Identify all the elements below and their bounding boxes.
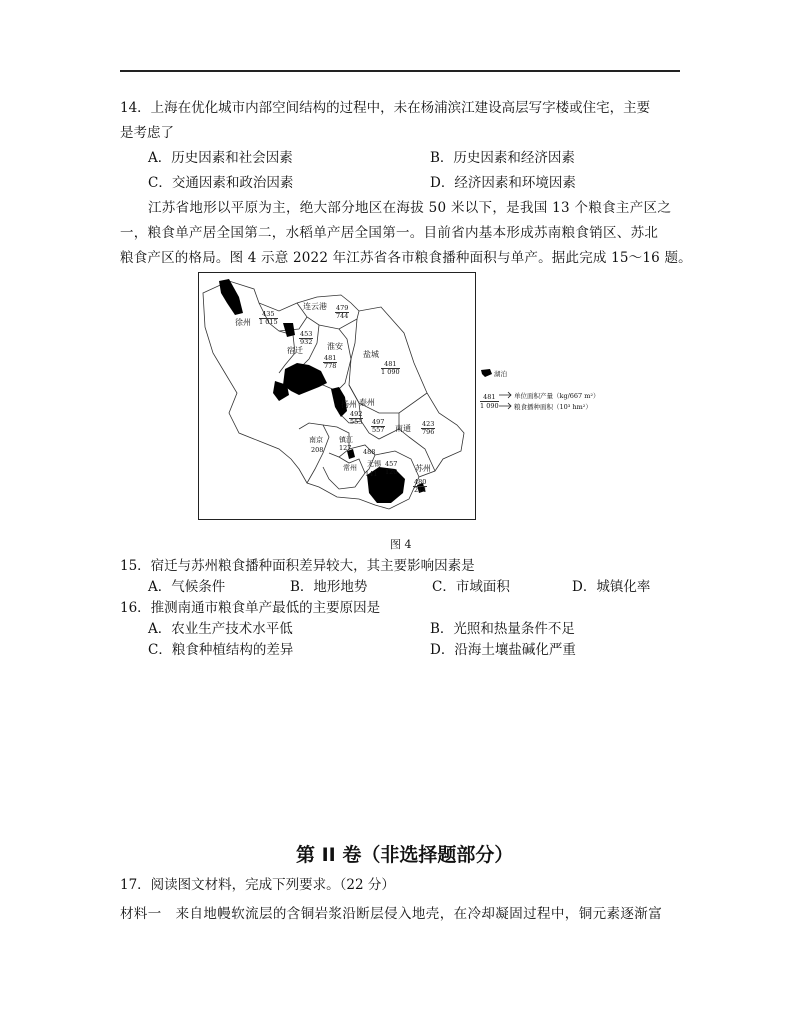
extra-value-488: 488 [363,448,376,456]
q16-option-a: A．农业生产技术水平低 [148,621,293,637]
q14-stem-line2: 是考虑了 [120,125,174,141]
q14-stem-line1: 14．上海在优化城市内部空间结构的过程中，未在杨浦滨江建设高层写字楼或住宅，主要 [120,100,651,116]
city-taizhou-values [349,411,363,426]
q16-option-b: B．光照和热量条件不足 [430,621,575,637]
q15-stem: 15．宿迁与苏州粮食播种面积差异较大，其主要影响因素是 [120,558,475,574]
extra-value-457: 457 [385,460,398,468]
extra-value-497: 497 [372,418,385,426]
q14-option-b: B．历史因素和经济因素 [430,150,575,166]
legend-sample-values [480,393,499,410]
figure-caption: 图 4 [390,538,412,551]
city-suzhou-name: 苏州 [415,464,431,473]
city-taizhou-area: 553 [350,418,363,426]
extra-value-127: 127 [339,444,352,452]
city-nantong-values [421,421,435,436]
q14-option-a: A．历史因素和社会因素 [148,150,293,166]
city-suzhou-area: 214 [414,486,427,494]
passage-line1: 江苏省地形以平原为主，绝大部分地区在海拔 50 米以下，是我国 13 个粮食主产区之 [148,200,672,216]
city-suzhou-yield: 480 [414,478,427,486]
q14-option-c: C．交通因素和政治因素 [148,175,294,191]
lake-luoma [283,323,295,337]
city-yancheng-area: 1 090 [381,368,400,376]
q16-stem: 16．推测南通市粮食单产最低的主要原因是 [120,600,381,616]
city-xuzhou-values [259,311,278,326]
city-lianyungang-values [335,305,349,320]
q14-option-d: D．经济因素和环境因素 [430,175,576,191]
legend-sample-yield: 481 [480,393,499,402]
extra-value-120: 120 [385,468,398,476]
q16-option-d: D．沿海土壤盐碱化严重 [430,642,576,658]
city-nantong-yield: 423 [422,420,435,428]
q15-option-d: D．城镇化率 [572,579,651,595]
city-changzhou-name: 常州 [343,464,357,472]
city-wuxi-name: 无锡 [367,460,381,468]
city-yancheng-values [381,361,400,376]
city-huaian-yield: 481 [324,354,337,362]
city-yangzhou-name: 扬州 [341,400,357,409]
city-nantong-name: 南通 [395,424,411,433]
legend-arrows [498,391,514,411]
city-extra-1 [371,419,385,434]
city-suzhou-values [413,479,427,494]
legend-sample-area: 1 090 [480,402,499,410]
city-nanjing-name: 南京 [309,436,323,444]
q15-option-b: B．地形地势 [290,579,368,595]
extra-value-141: 141 [365,470,378,478]
extra-value-557: 557 [372,426,385,434]
city-zhenjiang-name: 镇江 [339,436,353,444]
extra-value-208: 208 [311,446,324,454]
city-yancheng-name: 盐城 [363,350,379,359]
city-lianyungang-yield: 479 [336,304,349,312]
city-suqian-area: 932 [300,338,313,346]
city-suqian-yield: 453 [300,330,313,338]
city-suqian-values [299,331,313,346]
city-huaian-values [323,355,337,370]
map-figure [198,272,476,520]
city-yancheng-yield: 481 [381,361,400,369]
city-suqian-name: 宿迁 [287,346,303,355]
lake-legend-icon [480,368,494,378]
q17-stem: 17．阅读图文材料，完成下列要求。（22 分） [120,877,395,893]
legend-lake-label: 湖泊 [494,370,507,378]
city-xuzhou-yield: 435 [259,311,278,319]
city-taizhou-name: 泰州 [359,398,375,407]
city-taizhou-yield: 492 [350,410,363,418]
section2-title: 第 II 卷（非选择题部分） [296,844,514,866]
header-rule [120,70,680,72]
passage-line3: 粮食产区的格局。图 4 示意 2022 年江苏省各市粮食播种面积与单产。据此完成 15～16 题。 [120,250,692,266]
city-lianyungang-area: 744 [336,312,349,320]
q17-material1: 材料一 来自地幔软流层的含铜岩浆沿断层侵入地壳，在冷却凝固过程中，铜元素逐渐富 [120,906,663,922]
legend-area-label: 粮食播种面积（10³ hm²） [514,403,592,411]
city-xuzhou-area: 1 015 [259,318,278,326]
city-lianyungang-name: 连云港 [303,302,327,311]
city-nantong-area: 796 [422,428,435,436]
q15-option-a: A．气候条件 [148,579,226,595]
city-xuzhou-name: 徐州 [235,318,251,327]
lake-hongze [283,363,327,395]
city-huaian-area: 778 [324,362,337,370]
boundary-changzhou [323,457,365,489]
passage-line2: 一，粮食单产居全国第二，水稻单产居全国第一。目前省内基本形成苏南粮食销区、苏北 [120,225,659,241]
q16-option-c: C．粮食种植结构的差异 [148,642,294,658]
q15-option-c: C．市域面积 [432,579,510,595]
city-huaian-name: 淮安 [327,342,343,351]
legend-yield-label: 单位面积产量（kg/667 m²） [514,392,600,400]
